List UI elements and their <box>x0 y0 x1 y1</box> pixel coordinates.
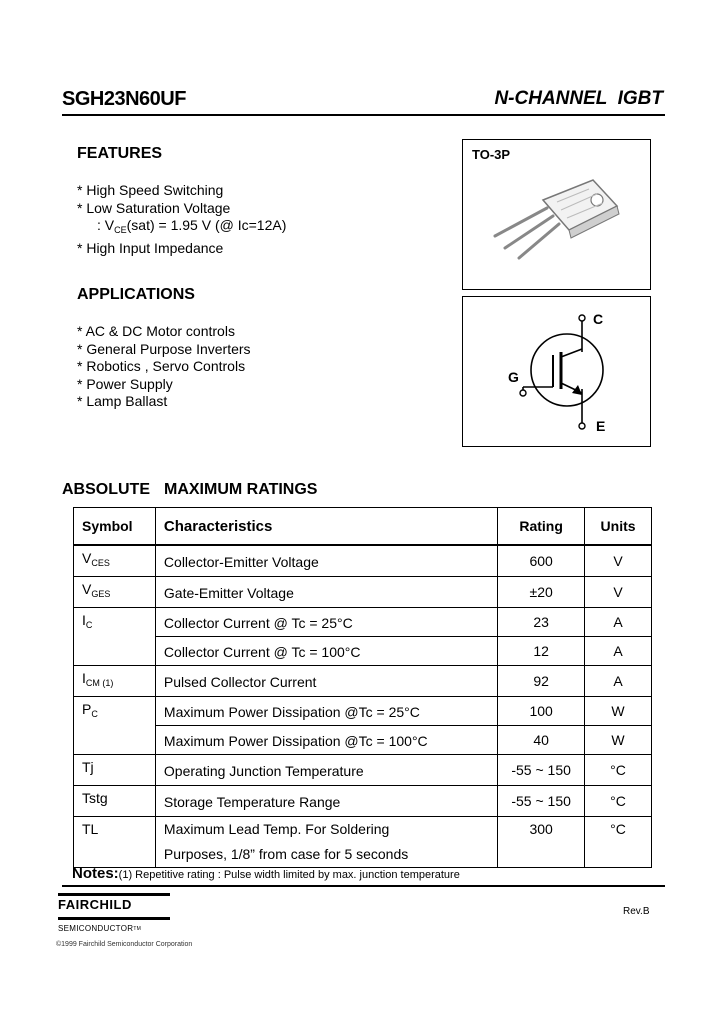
header-rule <box>62 114 665 116</box>
rating-cell: 600 <box>498 545 585 577</box>
symbol-subscript: GES <box>91 589 111 599</box>
characteristic-cell: Collector-Emitter Voltage <box>155 545 497 577</box>
emitter-label: E <box>596 418 606 434</box>
table-row <box>74 637 652 666</box>
vce-suffix: (sat) = 1.95 V (@ Ic=12A) <box>126 217 287 233</box>
application-item: * Robotics , Servo Controls <box>77 358 246 374</box>
table-row <box>74 755 652 786</box>
package-label: TO-3P <box>472 147 511 162</box>
applications-title: APPLICATIONS <box>77 286 195 303</box>
to3p-package-illustration <box>485 178 625 270</box>
rating-cell: 100 <box>498 697 585 726</box>
unit-cell: W <box>585 697 652 726</box>
table-row <box>74 817 652 868</box>
symbol-subscript: CM (1) <box>85 678 114 688</box>
characteristic-line: Maximum Lead Temp. For Soldering <box>163 821 390 837</box>
features-title: FEATURES <box>77 145 163 162</box>
symbol-cell <box>74 545 156 577</box>
igbt-symbol <box>463 297 649 445</box>
characteristic-cell: Operating Junction Temperature <box>155 755 497 786</box>
symbol-main: P <box>82 701 92 717</box>
characteristic-cell: Pulsed Collector Current <box>155 666 497 697</box>
table-row <box>74 608 652 637</box>
ratings-title <box>62 481 317 499</box>
feature-item: * Low Saturation Voltage <box>77 199 231 216</box>
gate-terminal <box>520 390 526 396</box>
characteristic-cell: Storage Temperature Range <box>155 786 497 817</box>
application-item: * Lamp Ballast <box>77 393 168 409</box>
symbol-main: V <box>82 550 92 566</box>
table-row <box>74 545 652 577</box>
table-row <box>74 697 652 726</box>
emitter-arrow <box>572 385 582 395</box>
application-item: * Power Supply <box>77 375 173 392</box>
unit-cell: A <box>585 666 652 697</box>
col-header-units: Units <box>585 508 652 546</box>
copyright: ©1999 Fairchild Semiconductor Corporation <box>56 941 193 948</box>
logo-bar-top <box>58 893 170 896</box>
unit-cell: V <box>585 577 652 608</box>
symbol-cell <box>74 697 156 755</box>
col-header-rating: Rating <box>498 508 585 546</box>
rating-cell: 23 <box>498 608 585 637</box>
vce-subscript: CE <box>114 225 127 235</box>
characteristic-cell: Collector Current @ Tc = 100°C <box>155 637 497 666</box>
ratings-table <box>73 507 652 868</box>
symbol-subscript: CES <box>91 558 110 568</box>
brand-logo: FAIRCHILD <box>58 897 132 912</box>
symbol-main: V <box>82 581 92 597</box>
application-item: * General Purpose Inverters <box>77 340 251 357</box>
applications-list <box>77 323 251 411</box>
rating-cell: ±20 <box>498 577 585 608</box>
feature-item: * High Speed Switching <box>77 182 224 198</box>
symbol-cell: Tj <box>74 755 156 786</box>
unit-cell: W <box>585 726 652 755</box>
package-leads <box>495 208 559 258</box>
table-header-row <box>74 508 652 546</box>
symbol-cell <box>74 577 156 608</box>
unit-cell: °C <box>585 817 652 868</box>
revision: Rev.B <box>623 906 650 917</box>
rating-cell: -55 ~ 150 <box>498 786 585 817</box>
symbol-subscript: C <box>85 620 93 630</box>
symbol-cell <box>74 608 156 666</box>
footer-rule <box>62 885 665 887</box>
application-item: * AC & DC Motor controls <box>77 323 235 339</box>
symbol-cell: TL <box>74 817 156 868</box>
feature-vce-line <box>77 217 286 240</box>
table-row <box>74 726 652 755</box>
brand-sub-text: SEMICONDUCTOR <box>58 924 134 933</box>
rating-cell: 40 <box>498 726 585 755</box>
rating-cell: 300 <box>498 817 585 868</box>
notes-text: (1) Repetitive rating : Pulse width limited by max. junction temperature <box>118 869 460 881</box>
part-number: SGH23N60UF <box>62 88 186 110</box>
unit-cell: A <box>585 608 652 637</box>
table-row <box>74 666 652 697</box>
unit-cell: A <box>585 637 652 666</box>
table-row <box>74 577 652 608</box>
symbol-subscript: C <box>91 709 98 719</box>
col-header-characteristics: Characteristics <box>155 508 497 546</box>
characteristic-cell: Gate-Emitter Voltage <box>155 577 497 608</box>
feature-item: * High Input Impedance <box>77 239 224 256</box>
characteristic-cell <box>155 817 497 868</box>
symbol-cell: Tstg <box>74 786 156 817</box>
rating-cell: 92 <box>498 666 585 697</box>
characteristic-cell: Maximum Power Dissipation @Tc = 25°C <box>155 697 497 726</box>
unit-cell: °C <box>585 755 652 786</box>
vce-prefix: : V <box>97 217 115 233</box>
symbol-main: I <box>82 612 86 628</box>
symbol-main: I <box>82 670 86 686</box>
emitter-terminal <box>579 423 585 429</box>
rating-cell: 12 <box>498 637 585 666</box>
brand-sub <box>58 924 141 933</box>
symbol-cell <box>74 666 156 697</box>
table-row <box>74 786 652 817</box>
characteristic-cell: Maximum Power Dissipation @Tc = 100°C <box>155 726 497 755</box>
characteristic-cell: Collector Current @ Tc = 25°C <box>155 608 497 637</box>
device-circle <box>531 334 603 406</box>
ratings-title-part2: MAXIMUM RATINGS <box>164 481 318 498</box>
ratings-title-part1: ABSOLUTE <box>62 481 150 498</box>
logo-bar-bottom <box>58 917 170 920</box>
notes <box>72 865 460 882</box>
collector-label: C <box>593 311 604 327</box>
notes-label: Notes: <box>72 865 119 882</box>
collector-terminal <box>579 315 585 321</box>
col-header-symbol: Symbol <box>74 508 156 546</box>
unit-cell: °C <box>585 786 652 817</box>
characteristic-line: Purposes, 1/8” from case for 5 seconds <box>163 846 409 862</box>
gate-label: G <box>508 369 519 385</box>
rating-cell: -55 ~ 150 <box>498 755 585 786</box>
device-type: N-CHANNEL IGBT <box>494 88 663 109</box>
trademark: TM <box>133 926 142 932</box>
unit-cell: V <box>585 545 652 577</box>
features-list <box>77 182 286 257</box>
